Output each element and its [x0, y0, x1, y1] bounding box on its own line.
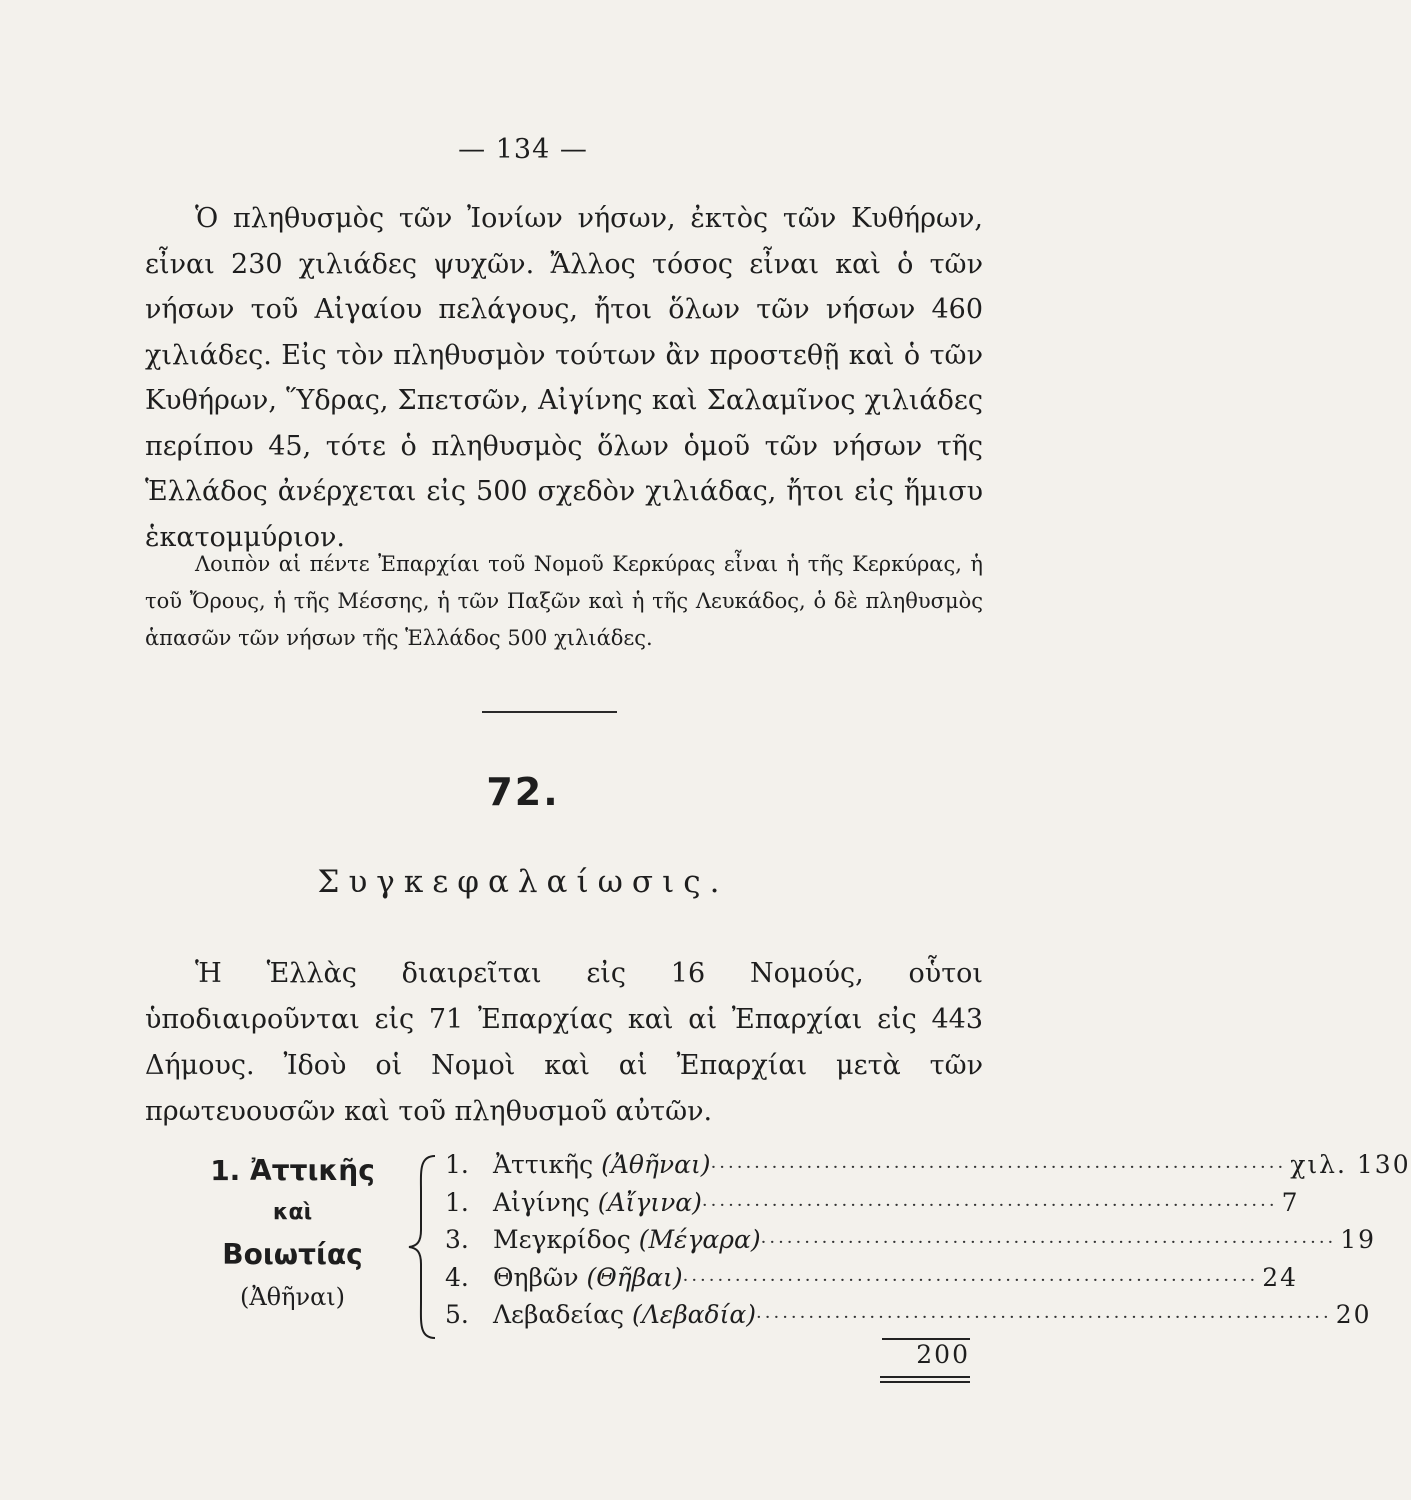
- leader-dots: ··································································: [760, 1232, 1337, 1253]
- population-value: 19: [1340, 1225, 1377, 1254]
- eparchy-label: Λεβαδείας: [493, 1300, 625, 1329]
- eparchy-label: Θηβῶν: [493, 1262, 579, 1292]
- eparchy-name: [493, 1188, 702, 1217]
- population-value: χιλ. 130: [1290, 1150, 1411, 1179]
- eparchy-capital: (Αἴγινα): [597, 1187, 702, 1217]
- row-number: 4.: [445, 1262, 469, 1292]
- nomos-name-line3: Βοιωτίας: [222, 1238, 363, 1271]
- nomos-capital: (Ἀθῆναι): [239, 1283, 346, 1311]
- section-number: 72.: [486, 770, 560, 814]
- paragraph-text: Ὁ πληθυσμὸς τῶν Ἰονίων νήσων, ἐκτὸς τῶν Κυθήρων, εἶναι 230 χιλιάδες ψυχῶν. Ἄλλος τόσος εἶναι καὶ ὁ τῶν νήσων τοῦ Αἰγαίου πελάγους, ἤτοι ὅλων τῶν νήσων 460 χιλιάδες. Εἰς τὸν πληθυσμὸν τούτων ἂν προστεθῇ καὶ ὁ τῶν Κυθήρων, Ὕδρας, Σπετσῶν, Αἰγίνης καὶ Σαλαμῖνος χιλιάδες περίπου 45, τότε ὁ πληθυσμὸς ὅλων ὁμοῦ τῶν νήσων τῆς Ἑλλάδος ἀνέρχεται εἰς 500 σχεδὸν χιλιάδας, ἤτοι εἰς ἥμισυ ἑκατομμύριον.: [145, 203, 983, 553]
- population-value: 7: [1281, 1187, 1300, 1217]
- eparchy-capital: (Μέγαρα): [638, 1225, 761, 1254]
- population-value: 24: [1262, 1262, 1299, 1292]
- leader-dots: ··································································: [756, 1307, 1332, 1328]
- eparchy-label: Αἰγίνης: [493, 1187, 590, 1217]
- eparchy-name: [493, 1150, 711, 1179]
- eparchy-capital: (Ἀθῆναι): [601, 1150, 711, 1179]
- section-divider: [482, 711, 617, 713]
- nomos-name-line1: 1. Ἀττικῆς: [210, 1154, 375, 1187]
- eparchy-list: [445, 1150, 1411, 1338]
- population-total: 200: [916, 1340, 970, 1369]
- nomos-heading: [185, 1150, 400, 1318]
- leader-dots: ··································································: [682, 1269, 1259, 1291]
- eparchy-capital: (Θῆβαι): [586, 1262, 683, 1292]
- nomos-name-line2: καὶ: [272, 1200, 313, 1225]
- list-item: [445, 1150, 1411, 1188]
- section-title: Συγκεφαλαίωσις.: [317, 864, 729, 900]
- leader-dots: ··································································: [701, 1194, 1278, 1216]
- population-value: 20: [1335, 1300, 1372, 1329]
- total-double-rule-bottom: [880, 1381, 970, 1383]
- paragraph-population-islands: [145, 196, 983, 560]
- page-number: — 134 —: [458, 134, 588, 165]
- list-item: [445, 1300, 1372, 1338]
- eparchy-label: Μεγκρίδος: [493, 1225, 631, 1254]
- eparchy-capital: (Λεβαδία): [631, 1300, 757, 1329]
- row-number: 3.: [445, 1225, 469, 1254]
- list-item: [445, 1225, 1377, 1263]
- curly-brace-icon: [405, 1152, 439, 1342]
- eparchy-name: [493, 1225, 761, 1254]
- eparchy-label: Ἀττικῆς: [493, 1150, 594, 1179]
- paragraph-text: Λοιπὸν αἱ πέντε Ἐπαρχίαι τοῦ Νομοῦ Κερκύρας εἶναι ἡ τῆς Κερκύρας, ἡ τοῦ Ὄρους, ἡ τῆς Μέσσης, ἡ τῶν Παξῶν καὶ ἡ τῆς Λευκάδος, ὁ δὲ πληθυσμὸς ἁπασῶν τῶν νήσων τῆς Ἑλλάδος 500 χιλιάδες.: [145, 552, 983, 650]
- eparchy-name: [493, 1263, 683, 1292]
- leader-dots: ··································································: [710, 1157, 1287, 1178]
- row-number: 1.: [445, 1150, 469, 1179]
- list-item: [445, 1262, 1299, 1301]
- total-double-rule-top: [880, 1376, 970, 1378]
- list-item: [445, 1187, 1300, 1226]
- row-number: 5.: [445, 1300, 469, 1329]
- paragraph-text: Ἡ Ἑλλὰς διαιρεῖται εἰς 16 Νομούς, οὗτοι ὑποδιαιροῦνται εἰς 71 Ἐπαρχίας καὶ αἱ Ἐπαρχίαι εἰς 443 Δήμους. Ἰδοὺ οἱ Νομοὶ καὶ αἱ Ἐπαρχίαι μετὰ τῶν πρωτευουσῶν καὶ τοῦ πληθυσμοῦ αὐτῶν.: [145, 958, 983, 1127]
- paragraph-kerkyra-eparchies: [145, 546, 983, 657]
- eparchy-name: [493, 1300, 756, 1329]
- row-number: 1.: [445, 1187, 469, 1217]
- paragraph-summary: [145, 951, 983, 1135]
